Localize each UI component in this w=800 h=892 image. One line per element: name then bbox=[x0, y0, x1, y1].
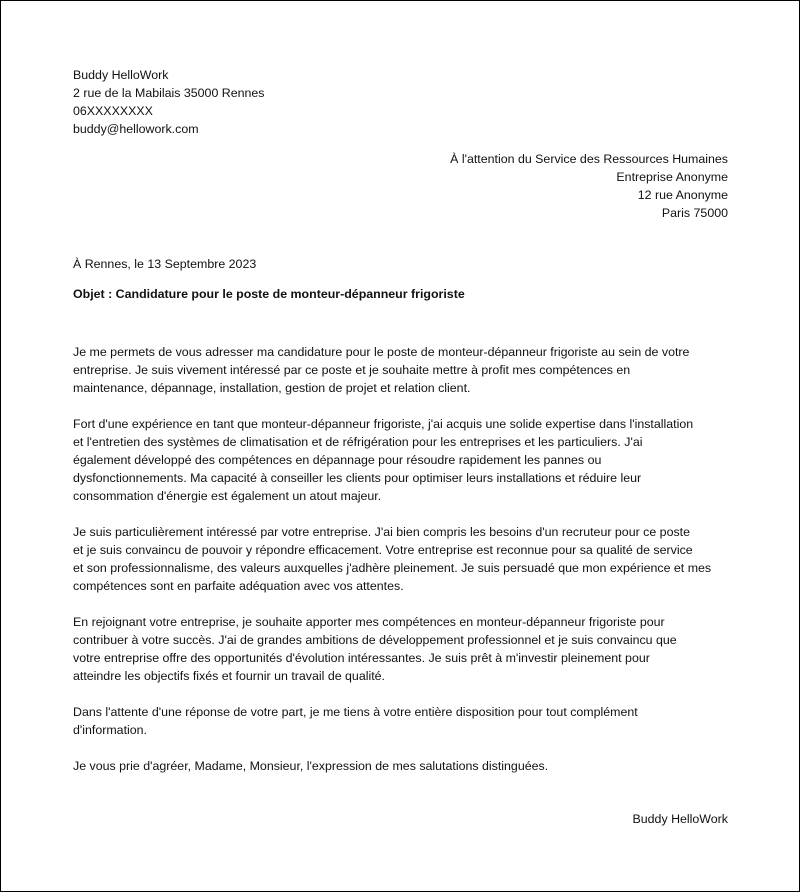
sender-phone: 06XXXXXXXX bbox=[73, 104, 153, 118]
paragraph-line: En rejoignant votre entreprise, je souhaite apporter mes compétences en monteur-dépanneur frigoriste pour bbox=[73, 615, 665, 629]
sender-block bbox=[73, 66, 265, 138]
paragraph-line: Je me permets de vous adresser ma candidature pour le poste de monteur-dépanneur frigoriste au sein de votre bbox=[73, 345, 690, 359]
paragraph-line: dysfonctionnements. Ma capacité à conseiller les clients pour optimiser leurs installations et réduire leur bbox=[73, 471, 642, 485]
letter-paragraph bbox=[73, 703, 733, 739]
sender-address: 2 rue de la Mabilais 35000 Rennes bbox=[73, 86, 265, 100]
paragraph-line: Je vous prie d'agréer, Madame, Monsieur, l'expression de mes salutations distinguées. bbox=[73, 759, 549, 773]
sender-email: buddy@hellowork.com bbox=[73, 122, 199, 136]
paragraph-line: votre entreprise offre des opportunités d'évolution intéressantes. Je suis prêt à m'investir pleinement pour bbox=[73, 651, 650, 665]
paragraph-line: également développé des compétences en dépannage pour résoudre rapidement les pannes ou bbox=[73, 453, 602, 467]
letter-subject: Objet : Candidature pour le poste de monteur-dépanneur frigoriste bbox=[73, 287, 465, 301]
paragraph-line: atteindre les objectifs fixés et fournir un travail de qualité. bbox=[73, 669, 385, 683]
letter-paragraph bbox=[73, 415, 733, 505]
recipient-street: 12 rue Anonyme bbox=[637, 188, 728, 202]
paragraph-line: maintenance, dépannage, installation, gestion de projet et relation client. bbox=[73, 381, 471, 395]
paragraph-line: d'information. bbox=[73, 723, 147, 737]
recipient-block bbox=[450, 150, 728, 222]
recipient-city: Paris 75000 bbox=[661, 206, 728, 220]
paragraph-line: entreprise. Je suis vivement intéressé par ce poste et je souhaite mettre à profit mes compétences en bbox=[73, 363, 631, 377]
letter-body bbox=[73, 343, 733, 793]
paragraph-line: compétences sont en parfaite adéquation avec vos attentes. bbox=[73, 579, 404, 593]
paragraph-line: Fort d'une expérience en tant que monteur-dépanneur frigoriste, j'ai acquis une solide expertise dans l'installation bbox=[73, 417, 694, 431]
paragraph-line: et je suis convaincu de pouvoir y répondre efficacement. Votre entreprise est reconnue pour sa qualité de service bbox=[73, 543, 693, 557]
letter-paragraph bbox=[73, 757, 733, 775]
paragraph-line: Je suis particulièrement intéressé par votre entreprise. J'ai bien compris les besoins d'un recruteur pour ce poste bbox=[73, 525, 690, 539]
letter-paragraph bbox=[73, 343, 733, 397]
signature: Buddy HelloWork bbox=[632, 812, 728, 826]
place-date: À Rennes, le 13 Septembre 2023 bbox=[73, 257, 257, 271]
paragraph-line: contribuer à votre succès. J'ai de grandes ambitions de développement professionnel et je suis convaincu que bbox=[73, 633, 677, 647]
paragraph-line: et l'entretien des systèmes de climatisation et de réfrigération pour les entreprises et les particuliers. J'ai bbox=[73, 435, 643, 449]
sender-name: Buddy HelloWork bbox=[73, 68, 169, 82]
paragraph-line: et son professionnalisme, des valeurs auxquelles j'adhère pleinement. Je suis persuadé que mon expérience et mes bbox=[73, 561, 712, 575]
paragraph-line: consommation d'énergie est également un atout majeur. bbox=[73, 489, 382, 503]
recipient-attention: À l'attention du Service des Ressources Humaines bbox=[450, 152, 728, 166]
letter-paragraph bbox=[73, 613, 733, 685]
paragraph-line: Dans l'attente d'une réponse de votre part, je me tiens à votre entière disposition pour tout complément bbox=[73, 705, 638, 719]
recipient-company: Entreprise Anonyme bbox=[616, 170, 728, 184]
letter-paragraph bbox=[73, 523, 733, 595]
